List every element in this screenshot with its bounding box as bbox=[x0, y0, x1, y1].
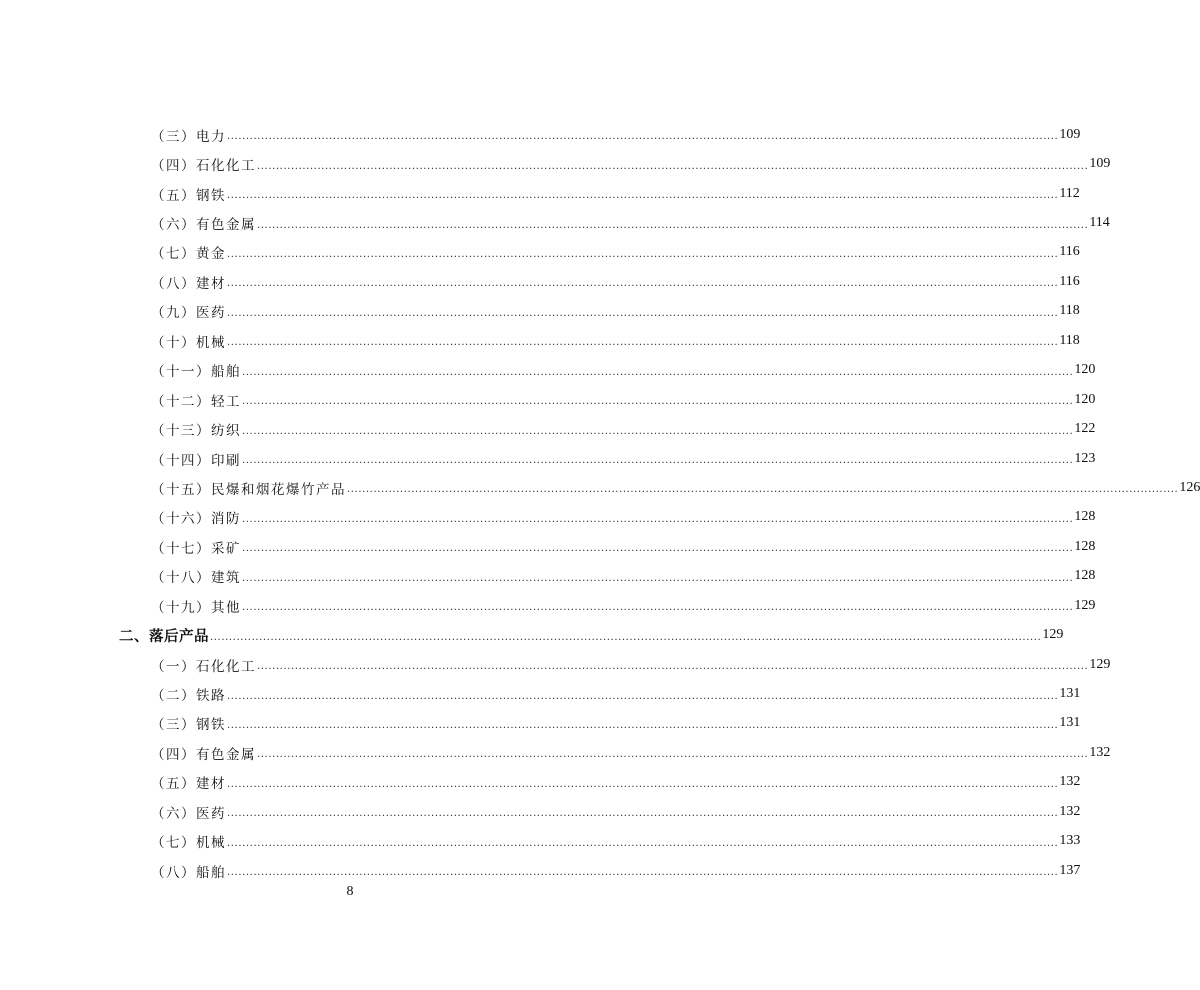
toc-entry[interactable] bbox=[0, 797, 1081, 826]
toc-entry-label: （六）医药 bbox=[151, 802, 227, 822]
toc-entry-page: 109 bbox=[1059, 126, 1081, 142]
toc-entry-label: （十八）建筑 bbox=[151, 566, 242, 586]
toc-entry-label: （十二）轻工 bbox=[151, 390, 242, 410]
toc-entry[interactable] bbox=[0, 591, 1096, 620]
toc-entry-label: （九）医药 bbox=[151, 301, 227, 321]
toc-entry-label: （五）钢铁 bbox=[151, 184, 227, 204]
toc-leader-dots: ............................................................................................................................................................................................................................ bbox=[227, 248, 1059, 260]
toc-entry[interactable] bbox=[0, 738, 1111, 767]
toc-entry-label: （四）有色金属 bbox=[151, 743, 257, 763]
toc-leader-dots: ............................................................................................................................................................................................................................ bbox=[227, 867, 1059, 879]
toc-leader-dots: ............................................................................................................................................................................................................................ bbox=[242, 425, 1074, 437]
toc-leader-dots: ............................................................................................................................................................................................................................ bbox=[227, 719, 1059, 731]
toc-entry[interactable] bbox=[0, 208, 1110, 237]
toc-entry-page: 128 bbox=[1074, 538, 1096, 554]
toc-entry-page: 133 bbox=[1059, 833, 1081, 849]
toc-entry-page: 131 bbox=[1059, 715, 1081, 731]
toc-entry-page: 129 bbox=[1074, 597, 1096, 613]
toc-entry[interactable] bbox=[0, 238, 1080, 267]
toc-entry-page: 128 bbox=[1074, 509, 1096, 525]
toc-entry-page: 120 bbox=[1074, 391, 1096, 407]
toc-entry-page: 132 bbox=[1089, 744, 1111, 760]
toc-entry-page: 123 bbox=[1074, 450, 1096, 466]
toc-entry-page: 129 bbox=[1089, 656, 1111, 672]
toc-entry[interactable] bbox=[0, 414, 1096, 443]
toc-entry[interactable] bbox=[0, 562, 1096, 591]
toc-entry-label: （十九）其他 bbox=[151, 596, 242, 616]
toc-entry-label: （六）有色金属 bbox=[151, 213, 257, 233]
toc-entry-page: 132 bbox=[1059, 803, 1081, 819]
toc-leader-dots: ............................................................................................................................................................................................................................ bbox=[227, 778, 1059, 790]
toc-entry-page: 114 bbox=[1089, 215, 1110, 231]
toc-entry-label: （七）机械 bbox=[151, 831, 227, 851]
toc-entry-page: 109 bbox=[1089, 156, 1111, 172]
page-number: 8 bbox=[346, 884, 354, 899]
toc-leader-dots: ............................................................................................................................................................................................................................ bbox=[257, 749, 1089, 761]
toc-entry[interactable] bbox=[0, 356, 1096, 385]
toc-entry-label: （二）铁路 bbox=[151, 684, 227, 704]
toc-entry[interactable] bbox=[0, 267, 1080, 296]
toc-leader-dots: ............................................................................................................................................................................................................................ bbox=[227, 278, 1059, 290]
toc-entry-label: （三）钢铁 bbox=[151, 713, 227, 733]
toc-entry-label: （八）建材 bbox=[151, 272, 227, 292]
toc-leader-dots: ............................................................................................................................................................................................................................ bbox=[347, 484, 1179, 496]
toc-leader-dots: ............................................................................................................................................................................................................................ bbox=[242, 602, 1074, 614]
toc-leader-dots: ............................................................................................................................................................................................................................ bbox=[242, 543, 1074, 555]
toc-entry-label: （十三）纺织 bbox=[151, 419, 242, 439]
toc-entry[interactable] bbox=[0, 827, 1081, 856]
toc-entry-label: （四）石化化工 bbox=[151, 154, 257, 174]
toc-entry-label: （十七）采矿 bbox=[151, 537, 242, 557]
toc-entry[interactable] bbox=[0, 768, 1081, 797]
toc-entry[interactable] bbox=[0, 679, 1081, 708]
toc-entry-page: 126 bbox=[1179, 479, 1200, 495]
toc-entry[interactable] bbox=[0, 532, 1096, 561]
toc-entry-page: 128 bbox=[1074, 568, 1096, 584]
toc-entry-page: 137 bbox=[1059, 862, 1081, 878]
toc-entry-page: 116 bbox=[1059, 273, 1080, 289]
toc-leader-dots: ............................................................................................................................................................................................................................ bbox=[242, 396, 1074, 408]
toc-leader-dots: ............................................................................................................................................................................................................................ bbox=[210, 631, 1042, 643]
toc-entry-page: 122 bbox=[1074, 421, 1096, 437]
toc-entry-label: 二、落后产品 bbox=[119, 625, 210, 646]
toc-entry-label: （十）机械 bbox=[151, 331, 227, 351]
toc-leader-dots: ............................................................................................................................................................................................................................ bbox=[227, 690, 1059, 702]
toc-entry-page: 118 bbox=[1059, 303, 1080, 319]
toc-leader-dots: ............................................................................................................................................................................................................................ bbox=[257, 219, 1089, 231]
toc-leader-dots: ............................................................................................................................................................................................................................ bbox=[242, 513, 1074, 525]
toc-entry[interactable] bbox=[0, 179, 1080, 208]
toc-entry[interactable] bbox=[0, 709, 1081, 738]
toc-entry[interactable] bbox=[0, 120, 1081, 149]
toc-leader-dots: ............................................................................................................................................................................................................................ bbox=[227, 337, 1059, 349]
toc-entry-label: （十一）船舶 bbox=[151, 360, 242, 380]
toc-leader-dots: ............................................................................................................................................................................................................................ bbox=[257, 661, 1089, 673]
toc-entry-page: 118 bbox=[1059, 332, 1080, 348]
toc-entry[interactable] bbox=[0, 444, 1096, 473]
toc-entry-label: （十四）印刷 bbox=[151, 449, 242, 469]
table-of-contents bbox=[0, 120, 1200, 885]
toc-entry-page: 112 bbox=[1059, 185, 1080, 201]
toc-leader-dots: ............................................................................................................................................................................................................................ bbox=[242, 572, 1074, 584]
toc-leader-dots: ............................................................................................................................................................................................................................ bbox=[227, 837, 1059, 849]
toc-entry-page: 120 bbox=[1074, 362, 1096, 378]
toc-entry-label: （五）建材 bbox=[151, 772, 227, 792]
toc-entry-page: 131 bbox=[1059, 686, 1081, 702]
toc-entry-label: （七）黄金 bbox=[151, 242, 227, 262]
toc-leader-dots: ............................................................................................................................................................................................................................ bbox=[227, 808, 1059, 820]
toc-entry[interactable] bbox=[0, 503, 1096, 532]
toc-entry-label: （十六）消防 bbox=[151, 507, 242, 527]
toc-entry-page: 129 bbox=[1042, 627, 1064, 643]
toc-entry[interactable] bbox=[0, 856, 1081, 885]
toc-leader-dots: ............................................................................................................................................................................................................................ bbox=[227, 131, 1059, 143]
toc-entry[interactable] bbox=[0, 297, 1080, 326]
toc-entry[interactable] bbox=[0, 149, 1111, 178]
toc-entry[interactable] bbox=[0, 385, 1096, 414]
toc-leader-dots: ............................................................................................................................................................................................................................ bbox=[227, 307, 1059, 319]
toc-entry[interactable] bbox=[0, 473, 1200, 502]
toc-leader-dots: ............................................................................................................................................................................................................................ bbox=[257, 160, 1089, 172]
toc-entry-label: （一）石化化工 bbox=[151, 655, 257, 675]
toc-entry[interactable] bbox=[0, 326, 1080, 355]
toc-entry-label: （十五）民爆和烟花爆竹产品 bbox=[151, 478, 347, 498]
toc-leader-dots: ............................................................................................................................................................................................................................ bbox=[242, 366, 1074, 378]
toc-leader-dots: ............................................................................................................................................................................................................................ bbox=[227, 190, 1059, 202]
toc-entry[interactable] bbox=[0, 650, 1111, 679]
toc-entry-label: （八）船舶 bbox=[151, 861, 227, 881]
toc-entry-page: 116 bbox=[1059, 244, 1080, 260]
toc-section-entry[interactable] bbox=[0, 620, 1064, 649]
toc-entry-page: 132 bbox=[1059, 774, 1081, 790]
toc-leader-dots: ............................................................................................................................................................................................................................ bbox=[242, 455, 1074, 467]
toc-entry-label: （三）电力 bbox=[151, 125, 227, 145]
